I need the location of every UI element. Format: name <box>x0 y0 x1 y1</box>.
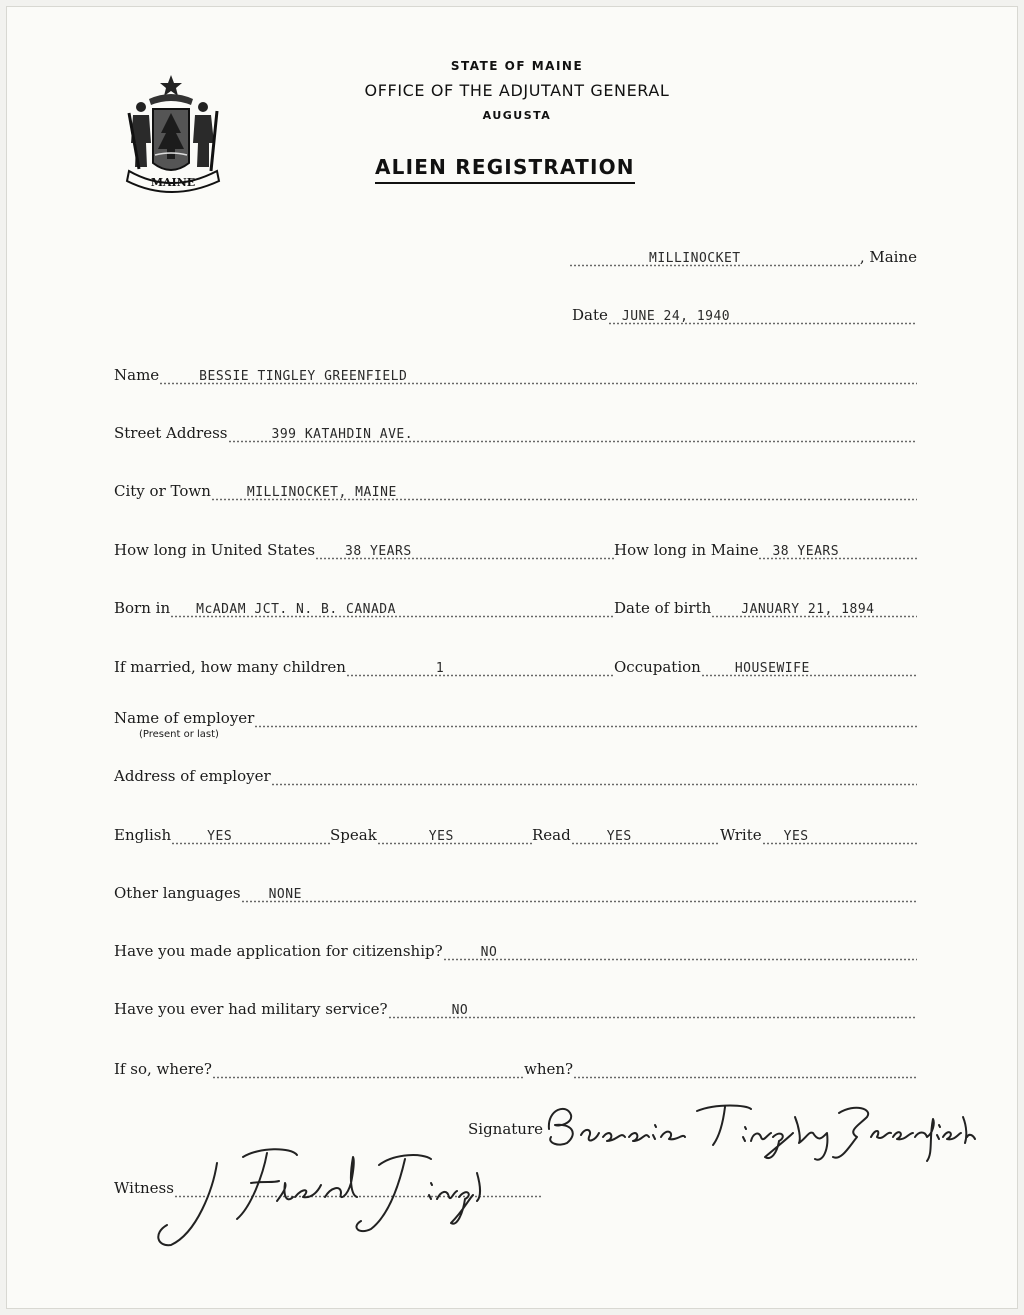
street-row <box>114 419 917 443</box>
occupation-field[interactable] <box>701 657 917 677</box>
speak-value: YES <box>428 829 454 844</box>
street-value: 399 KATAHDIN AVE. <box>271 427 414 442</box>
place-suffix: , Maine <box>859 248 917 266</box>
date-label: Date <box>572 306 608 324</box>
dob-row <box>614 594 917 618</box>
date-field[interactable] <box>608 305 917 325</box>
speak-field[interactable] <box>377 825 532 845</box>
form-title: ALIEN REGISTRATION <box>375 155 635 184</box>
when-label: when? <box>524 1060 574 1078</box>
header-state: STATE OF MAINE <box>450 59 584 73</box>
children-label: If married, how many children <box>114 658 346 676</box>
read-value: YES <box>606 829 632 844</box>
other-languages-label: Other languages <box>114 884 241 902</box>
military-value: NO <box>451 1003 469 1018</box>
read-label: Read <box>532 826 571 844</box>
occupation-value: HOUSEWIFE <box>734 661 810 676</box>
registration-form <box>6 6 1018 1309</box>
signature-label: Signature <box>468 1120 544 1138</box>
place-field[interactable] <box>569 247 860 267</box>
city-field[interactable] <box>211 481 917 501</box>
city-row <box>114 477 917 501</box>
read-row <box>532 821 720 845</box>
children-value: 1 <box>435 661 445 676</box>
write-field[interactable] <box>762 825 917 845</box>
speak-row <box>330 821 532 845</box>
citizenship-value: NO <box>480 945 498 960</box>
children-field[interactable] <box>346 657 614 677</box>
english-value: YES <box>207 829 233 844</box>
name-field[interactable] <box>159 365 917 385</box>
how-long-maine-field[interactable] <box>758 540 917 560</box>
write-value: YES <box>783 829 809 844</box>
employer-address-row <box>114 762 917 786</box>
other-languages-value: NONE <box>268 887 302 902</box>
how-long-us-value: 38 YEARS <box>345 544 412 559</box>
born-in-value: McADAM JCT. N. B. CANADA <box>196 602 396 617</box>
how-long-us-row <box>114 536 614 560</box>
street-field[interactable] <box>228 423 917 443</box>
how-long-us-label: How long in United States <box>114 541 316 559</box>
where-field[interactable] <box>212 1059 524 1079</box>
name-label: Name <box>114 366 160 384</box>
citizenship-label: Have you made application for citizenship? <box>114 942 443 960</box>
born-in-label: Born in <box>114 599 171 617</box>
occupation-row <box>614 653 917 677</box>
military-row <box>114 995 917 1019</box>
born-in-row <box>114 594 614 618</box>
witness-label: Witness <box>114 1179 174 1197</box>
other-languages-field[interactable] <box>241 883 917 903</box>
dob-label: Date of birth <box>614 599 712 617</box>
when-field[interactable] <box>573 1059 917 1079</box>
witness-handwriting <box>147 1137 487 1257</box>
children-row <box>114 653 614 677</box>
employer-field[interactable] <box>254 708 917 728</box>
speak-label: Speak <box>330 826 377 844</box>
military-label: Have you ever had military service? <box>114 1000 388 1018</box>
how-long-maine-label: How long in Maine <box>614 541 759 559</box>
write-row <box>720 821 917 845</box>
employer-address-label: Address of employer <box>114 767 271 785</box>
header-city: AUGUSTA <box>482 109 552 122</box>
svg-text:Bessie Tingley Greenfield: Bessie Tingley Greenfield <box>537 1087 550 1088</box>
city-label: City or Town <box>114 482 211 500</box>
citizenship-field[interactable] <box>443 941 917 961</box>
street-label: Street Address <box>114 424 228 442</box>
date-value: JUNE 24, 1940 <box>621 309 731 324</box>
employer-sublabel: (Present or last) <box>139 729 219 740</box>
how-long-us-field[interactable] <box>315 540 614 560</box>
city-value: MILLINOCKET, MAINE <box>246 485 397 500</box>
employer-row <box>114 704 917 728</box>
occupation-label: Occupation <box>614 658 701 676</box>
dob-field[interactable] <box>711 598 917 618</box>
where-label: If so, where? <box>114 1060 212 1078</box>
employer-label: Name of employer <box>114 709 255 727</box>
header-office: OFFICE OF THE ADJUTANT GENERAL <box>364 81 670 100</box>
signature-handwriting <box>537 1087 977 1167</box>
write-label: Write <box>720 826 762 844</box>
maine-state-seal-icon <box>119 71 231 199</box>
born-in-field[interactable] <box>170 598 614 618</box>
svg-text:MAINE: MAINE <box>150 176 196 189</box>
name-row <box>114 361 917 385</box>
english-label: English <box>114 826 172 844</box>
dob-value: JANUARY 21, 1894 <box>741 602 875 617</box>
other-languages-row <box>114 879 917 903</box>
english-row <box>114 821 330 845</box>
citizenship-row <box>114 937 917 961</box>
place-value: MILLINOCKET <box>649 251 741 266</box>
employer-address-field[interactable] <box>271 766 917 786</box>
military-field[interactable] <box>388 999 917 1019</box>
how-long-maine-value: 38 YEARS <box>772 544 840 559</box>
when-row <box>524 1055 917 1079</box>
where-row <box>114 1055 524 1079</box>
name-value: BESSIE TINGLEY GREENFIELD <box>199 369 408 384</box>
english-field[interactable] <box>171 825 330 845</box>
place-row <box>569 243 917 267</box>
how-long-maine-row <box>614 536 917 560</box>
date-row <box>572 301 917 325</box>
svg-text:J. Fred Tingley: J. Fred Tingley <box>147 1137 155 1138</box>
read-field[interactable] <box>571 825 720 845</box>
